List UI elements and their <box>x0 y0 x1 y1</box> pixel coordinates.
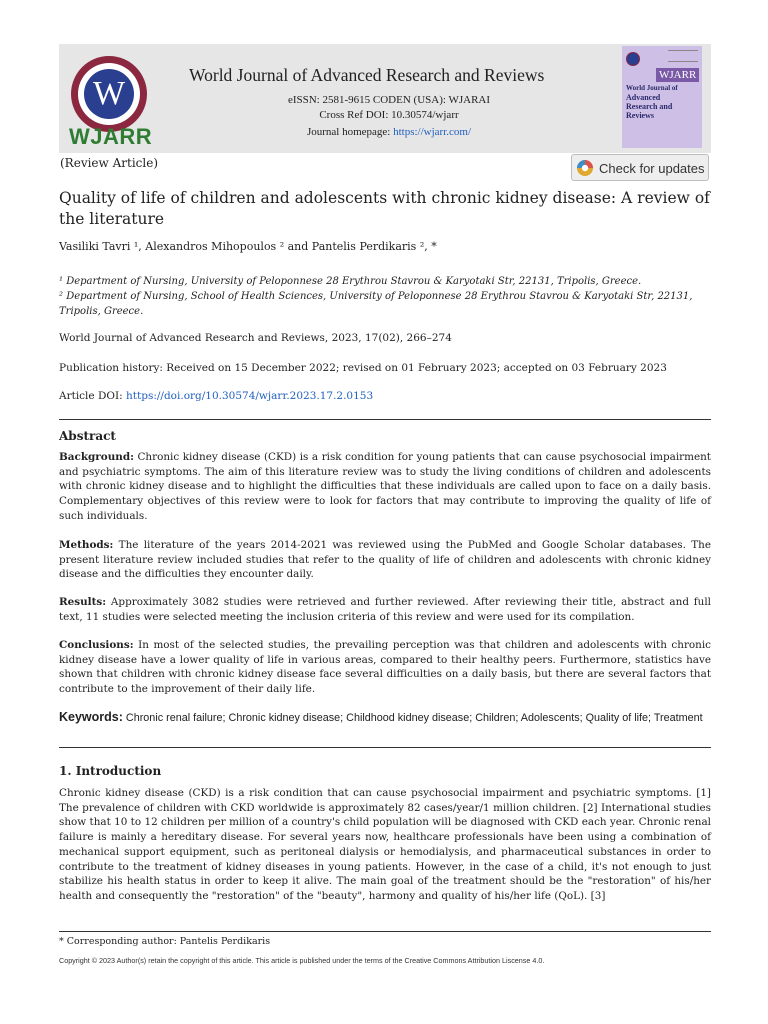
citation-line: World Journal of Advanced Research and Reviews, 2023, 17(02), 266–274 <box>59 332 452 344</box>
article-title: Quality of life of children and adolescents with chronic kidney disease: A review of the literature <box>59 189 710 228</box>
affiliation-1: ¹ Department of Nursing, University of Peloponnese 28 Erythrou Stavrou & Karyotaki Str, 22131, Tripolis, Greece. <box>59 276 642 287</box>
crossmark-icon <box>576 159 594 177</box>
cover-seal-icon <box>626 52 640 66</box>
methods-text: The literature of the years 2014-2021 was reviewed using the PubMed and Google Scholar databases. The present literature review included studies that refer to the quality of life of children and adolescents with chronic kidney disease and the difficulties they encounter daily. <box>59 539 711 581</box>
footnote-divider <box>59 931 711 932</box>
background-label: Background: <box>59 451 134 463</box>
logo-letter: W <box>84 69 134 119</box>
journal-header <box>59 44 711 153</box>
abstract-heading: Abstract <box>59 429 116 443</box>
cover-journal-name: World Journal of Advanced Research and Reviews <box>626 84 678 120</box>
abstract-background <box>59 450 711 524</box>
keywords-label: Keywords: <box>59 710 123 724</box>
introduction-heading: 1. Introduction <box>59 764 162 778</box>
background-text: Chronic kidney disease (CKD) is a risk condition for young patients that can cause psychosocial impairment and psychiatric symptoms. The aim of this literature review was to study the living conditions of children and adolescents with chronic kidney disease and to highlight the difficulties that these individuals are called upon to face on a daily basis. Complementary objectives of this review were to look for factors that may contribute to improving the quality of life of such individuals. <box>59 451 711 522</box>
journal-cover-thumbnail <box>622 46 702 148</box>
affiliation-2: ² Department of Nursing, School of Health Sciences, University of Peloponnese 28 Erythrou Stavrou & Karyotaki Str, 22131, Tripolis, Greece. <box>59 291 693 317</box>
conclusions-text: In most of the selected studies, the prevailing perception was that children and adolescents with chronic kidney disease have a lower quality of life in various areas, compared to their healthy peers. Furthermore, statistics have shown that children with chronic kidney disease face several difficulties on a daily basis, but there are several factors that contribute to the improvement of their daily life. <box>59 639 711 696</box>
logo-wordmark: WJARR <box>69 124 153 149</box>
cover-abbr: WJARR <box>656 68 699 82</box>
author-list: Vasiliki Tavri ¹, Alexandros Mihopoulos ² and Pantelis Perdikaris ², * <box>59 240 437 253</box>
check-for-updates-label: Check for updates <box>599 161 705 176</box>
results-text: Approximately 3082 studies were retrieved and further reviewed. After reviewing their title, abstract and full text, 11 studies were selected meeting the inclusion criteria of this review and were used for its compilation. <box>59 596 711 623</box>
cover-issn-box <box>668 50 698 62</box>
divider <box>59 747 711 748</box>
conclusions-label: Conclusions: <box>59 639 134 651</box>
journal-title: World Journal of Advanced Research and Reviews <box>189 65 545 85</box>
abstract-methods <box>59 538 711 582</box>
doi-link[interactable]: https://doi.org/10.30574/wjarr.2023.17.2.0153 <box>126 390 374 402</box>
issn-line: eISSN: 2581-9615 CODEN (USA): WJARAI <box>287 94 491 106</box>
copyright-notice: Copyright © 2023 Author(s) retain the copyright of this article. This article is published under the terms of the Creative Commons Attribution Liscense 4.0. <box>59 956 545 965</box>
check-for-updates-button[interactable] <box>571 154 709 181</box>
article-type: (Review Article) <box>60 156 159 170</box>
divider <box>59 419 711 420</box>
article-doi <box>59 390 373 402</box>
keywords-text: Chronic renal failure; Chronic kidney disease; Childhood kidney disease; Children; Adolescents; Quality of life; Treatment <box>122 712 703 724</box>
homepage-label: Journal homepage: <box>306 126 394 138</box>
abstract-conclusions <box>59 638 711 697</box>
introduction-text: Chronic kidney disease (CKD) is a risk condition that can cause psychosocial impairment and psychiatric symptoms. [1] The prevalence of children with CKD worldwide is approximately 82 cases/year/1 million children. [2] International studies show that 10 to 12 children per million of a country's child population will be diagnosed with CKD each year. Chronic renal failure is mainly a hereditary disease. For several years now, healthcare professionals have been using a combination of mechanical support equipment, such as peritoneal dialysis or hemodialysis, and pharmaceutical substances in order to contribute to the treatment of kidney diseases in young patients. However, in the case of a child, it's not enough to just stabilize his health status in order to keep it alive. The main goal of the treatment should be the "restoration" of his/her health and consequently the "restoration" of the "beauty", harmony and quality of his/her life (QoL). [3] <box>59 787 711 902</box>
abstract-results <box>59 595 711 624</box>
keywords <box>59 710 711 726</box>
corresponding-author: * Corresponding author: Pantelis Perdikaris <box>59 936 271 947</box>
homepage-link[interactable]: https://wjarr.com/ <box>393 126 472 138</box>
results-label: Results: <box>59 596 107 608</box>
doi-label: Article DOI: <box>59 390 127 402</box>
crossref-line: Cross Ref DOI: 10.30574/wjarr <box>319 109 459 121</box>
publication-history: Publication history: Received on 15 December 2022; revised on 01 February 2023; accepted on 03 February 2023 <box>59 362 667 374</box>
homepage-line <box>209 126 569 138</box>
journal-logo <box>71 56 147 132</box>
methods-label: Methods: <box>59 539 114 551</box>
